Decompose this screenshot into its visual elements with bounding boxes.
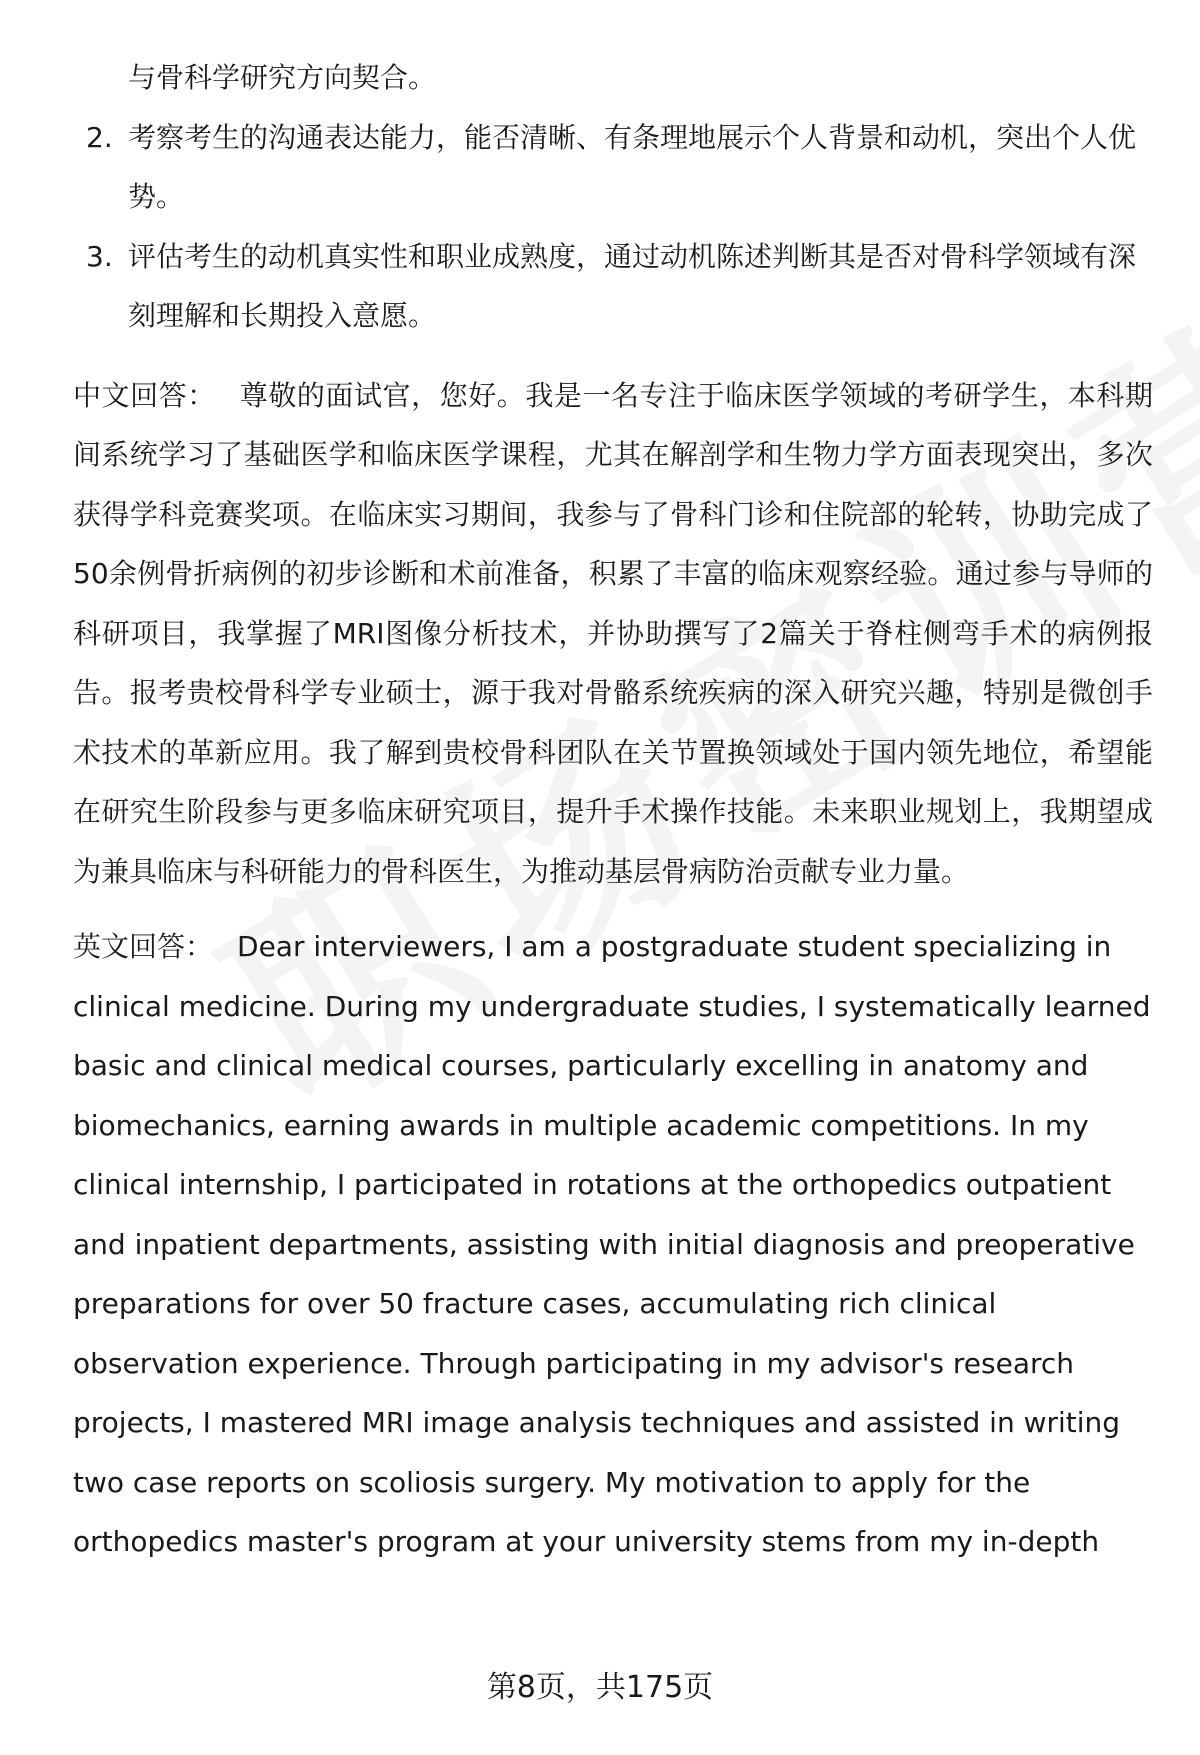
english-answer-label: 英文回答： — [73, 930, 214, 963]
criteria-item-text: 考察考生的沟通表达能力，能否清晰、有条理地展示个人背景和动机，突出个人优势。 — [128, 120, 1137, 213]
english-answer-text: Dear interviewers, I am a postgraduate student specializing in clinical medicine. During my undergraduate studies, I systematically learned basic and clinical medical courses, particularly excelling in anatomy and biomechanics, earning awards in multiple academic competitions. In my clinical internship, I participated in rotations at the orthopedics outpatient and inpatient departments, assisting with initial diagnosis and preoperative preparations for over 50 fracture cases, accumulating rich clinical observation experience. Through participating in my advisor's research projects, I mastered MRI image analysis techniques and assisted in writing two case reports on scoliosis surgery. My motivation to apply for the orthopedics master's program at your university stems from my in-depth — [73, 930, 1151, 1558]
criteria-item-number: 2. — [86, 120, 113, 154]
chinese-answer — [73, 366, 1153, 902]
criteria-item-number: 3. — [86, 239, 113, 273]
chinese-answer-label: 中文回答： — [73, 378, 216, 412]
criteria-item-text: 评估考生的动机真实性和职业成熟度，通过动机陈述判断其是否对骨科学领域有深刻理解和长期投入意愿。 — [128, 239, 1137, 332]
chinese-answer-text: 尊敬的面试官，您好。我是一名专注于临床医学领域的考研学生，本科期间系统学习了基础医学和临床医学课程，尤其在解剖学和生物力学方面表现突出，多次获得学科竞赛奖项。在临床实习期间，我参与了骨科门诊和住院部的轮转，协助完成了50余例骨折病例的初步诊断和术前准备，积累了丰富的临床观察经验。通过参与导师的科研项目，我掌握了MRI图像分析技术，并协助撰写了2篇关于脊柱侧弯手术的病例报告。报考贵校骨科学专业硕士，源于我对骨骼系统疾病的深入研究兴趣，特别是微创手术技术的革新应用。我了解到贵校骨科团队在关节置换领域处于国内领先地位，希望能在研究生阶段参与更多临床研究项目，提升手术操作技能。未来职业规划上，我期望成为兼具临床与科研能力的骨科医生，为推动基层骨病防治贡献专业力量。 — [73, 378, 1153, 888]
page-number: 第8页，共175页 — [486, 1670, 714, 1705]
criteria-item — [73, 108, 1153, 227]
criteria-continuation: 与骨科学研究方向契合。 — [128, 61, 437, 94]
page-content — [73, 48, 1153, 1572]
criteria-item — [73, 227, 1153, 346]
criteria-list — [73, 108, 1153, 346]
english-answer — [73, 917, 1153, 1572]
